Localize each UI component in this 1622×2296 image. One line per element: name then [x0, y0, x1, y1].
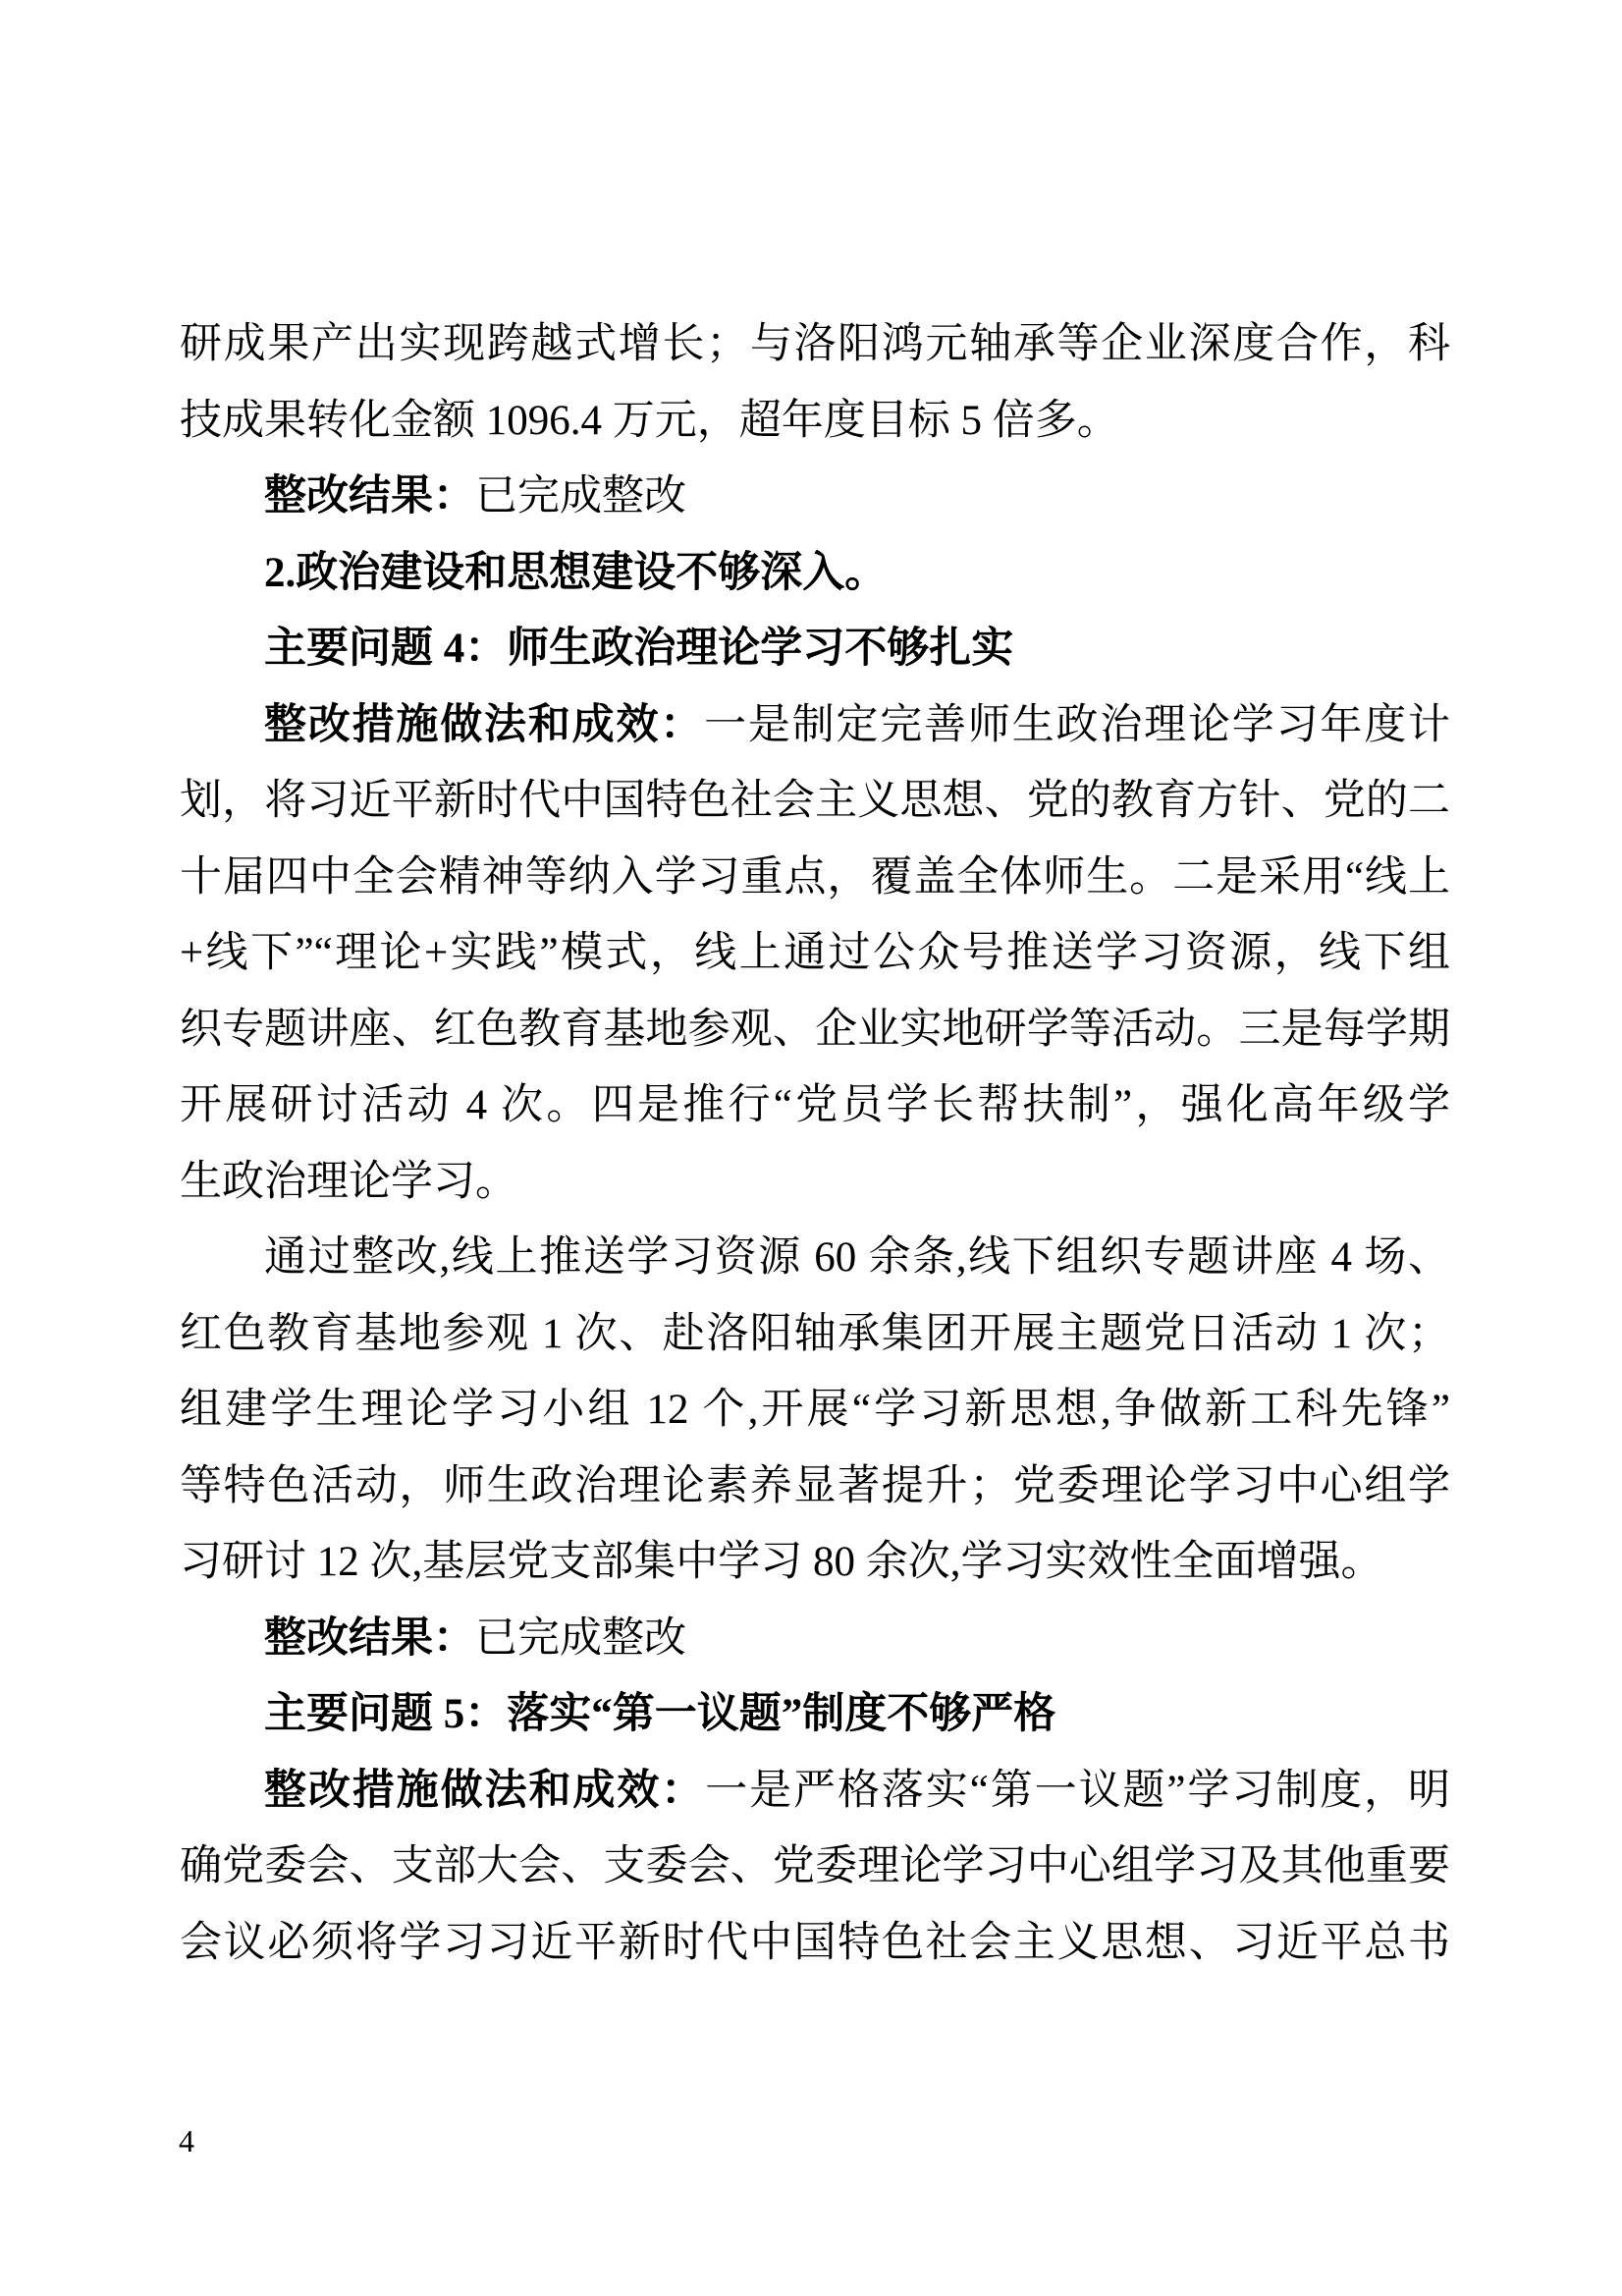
- text-segment: 开展研讨活动 4 次。四是推行“党员学长帮扶制”，强化高年级学: [180, 1082, 1450, 1128]
- text-segment: 十届四中全会精神等纳入学习重点，覆盖全体师生。二是采用“线上: [180, 853, 1450, 901]
- text-segment: 会议必须将学习习近平新时代中国特色社会主义思想、习近平总书: [180, 1919, 1450, 1966]
- page-number: 4: [179, 2123, 194, 2159]
- text-line: [180, 992, 1450, 1068]
- text-segment: 划，将习近平新时代中国特色社会主义思想、党的教育方针、党的二: [180, 778, 1450, 824]
- text-segment-bold: 整改结果：: [264, 1614, 475, 1662]
- text-line: [180, 1524, 1450, 1601]
- text-segment: 技成果转化金额 1096.4 万元，超年度目标 5 倍多。: [180, 397, 1119, 444]
- text-segment: 生政治理论学习。: [180, 1158, 517, 1205]
- text-line: [180, 1676, 1450, 1753]
- text-segment-bold: 2.政治建设和思想建设不够深入。: [264, 549, 888, 596]
- text-line: [180, 1905, 1450, 1982]
- text-segment: 通过整改,线上推送学习资源 60 余条,线下组织专题讲座 4 场、: [264, 1234, 1450, 1281]
- text-segment: 已完成整改: [475, 1614, 686, 1662]
- text-segment-bold: 整改措施做法和成效：: [264, 701, 705, 748]
- text-line: [180, 1829, 1450, 1905]
- document-body: [180, 306, 1450, 1981]
- text-segment-bold: 整改措施做法和成效：: [264, 1767, 706, 1814]
- text-line: [180, 459, 1450, 535]
- text-line: [180, 383, 1450, 460]
- text-segment: 确党委会、支部大会、支委会、党委理论学习中心组学习及其他重要: [180, 1843, 1450, 1889]
- text-line: [180, 840, 1450, 916]
- text-line: [180, 1220, 1450, 1296]
- text-line: [180, 1601, 1450, 1677]
- text-line: [180, 1144, 1450, 1221]
- text-line: [180, 611, 1450, 687]
- text-line: [180, 1449, 1450, 1525]
- text-segment: 一是制定完善师生政治理论学习年度计: [704, 701, 1451, 748]
- text-segment: 一是严格落实“第一议题”学习制度，明: [705, 1767, 1451, 1814]
- text-segment: +线下”“理论+实践”模式，线上通过公众号推送学习资源，线下组: [180, 930, 1450, 976]
- text-segment: 红色教育基地参观 1 次、赴洛阳轴承集团开展主题党日活动 1 次；: [180, 1310, 1450, 1357]
- text-segment: 已完成整改: [475, 473, 686, 519]
- text-line: [180, 306, 1450, 383]
- text-segment-bold: 主要问题 5：落实“第一议题”制度不够严格: [264, 1691, 1056, 1737]
- text-line: [180, 763, 1450, 840]
- text-line: [180, 1372, 1450, 1449]
- text-segment: 习研讨 12 次,基层党支部集中学习 80 余次,学习实效性全面增强。: [180, 1539, 1383, 1585]
- text-segment-bold: 主要问题 4：师生政治理论学习不够扎实: [264, 626, 1014, 672]
- text-segment: 织专题讲座、红色教育基地参观、企业实地研学等活动。三是每学期: [180, 1006, 1450, 1053]
- text-segment: 等特色活动，师生政治理论素养显著提升；党委理论学习中心组学: [180, 1462, 1450, 1509]
- text-line: [180, 687, 1450, 764]
- text-line: [180, 1067, 1450, 1144]
- text-segment: 研成果产出实现跨越式增长；与洛阳鸿元轴承等企业深度合作，科: [180, 321, 1450, 367]
- text-segment-bold: 整改结果：: [264, 473, 475, 519]
- text-segment: 组建学生理论学习小组 12 个,开展“学习新思想,争做新工科先锋”: [180, 1387, 1450, 1433]
- text-line: [180, 1753, 1450, 1830]
- text-line: [180, 535, 1450, 612]
- text-line: [180, 1296, 1450, 1373]
- text-line: [180, 915, 1450, 992]
